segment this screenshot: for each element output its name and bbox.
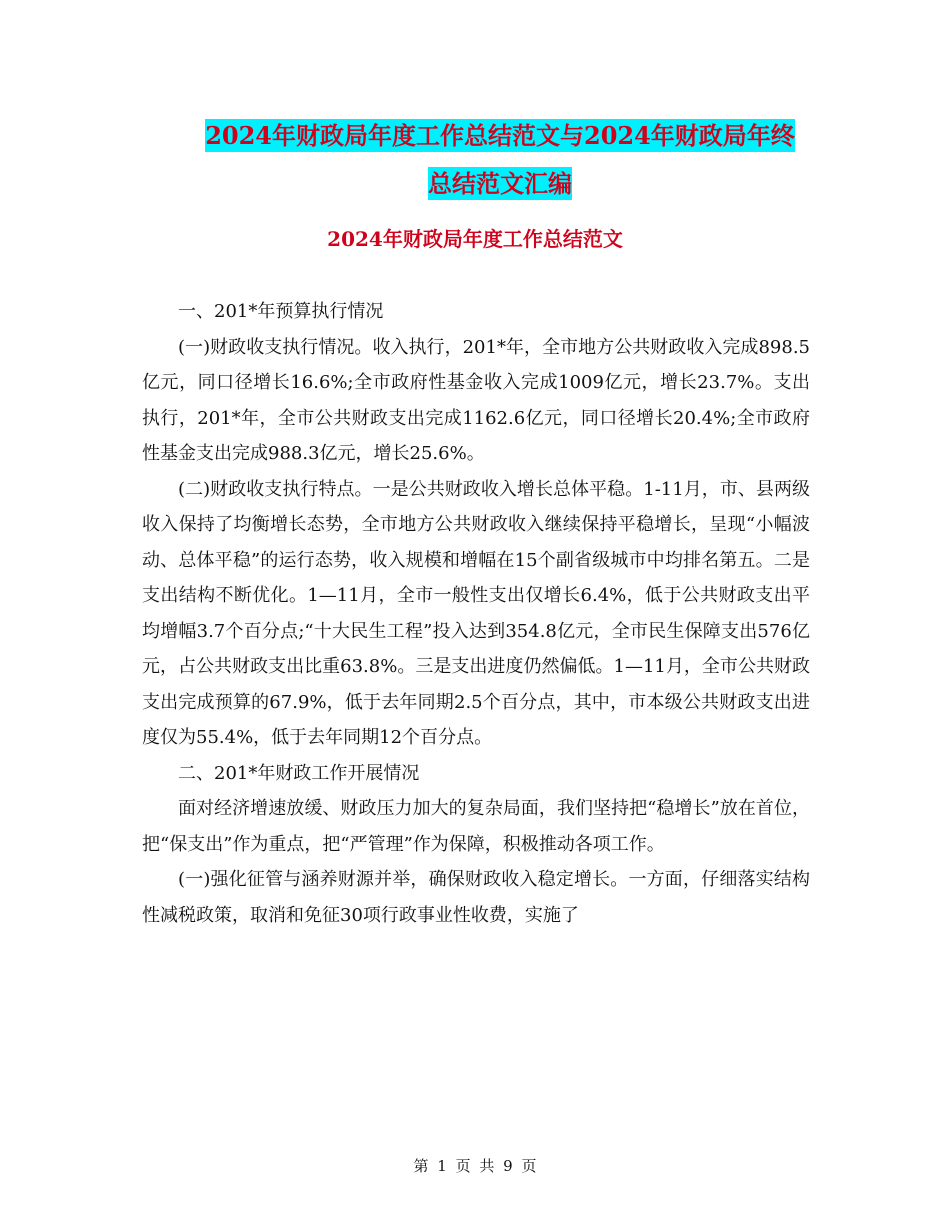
paragraph-overview: 面对经济增速放缓、财政压力加大的复杂局面，我们坚持把“稳增长”放在首位，把“保支出”作为重点，把“严管理”作为保障，积极推动各项工作。 [142,798,810,855]
paragraph-execution-features: (二)财政收支执行特点。一是公共财政收入增长总体平稳。1-11月，市、县两级收入保持了均衡增长态势，全市地方公共财政收入继续保持平稳增长，呈现“小幅波动、总体平稳”的运行态势，收入规模和增幅在15个副省级城市中均排名第五。二是支出结构不断优化。1—11月，全市一般性支出仅增长6.4%，低于公共财政支出平均增幅3.7个百分点;“十大民生工程”投入达到354.8亿元，全市民生保障支出576亿元，占公共财政支出比重63.8%。三是支出进度仍然偏低。1—11月，全市公共财政支出完成预算的67.9%，低于去年同期2.5个百分点，其中，市本级公共财政支出进度仅为55.4%，低于去年同期12个百分点。 [142,478,810,748]
document-body [142,294,810,933]
paragraph-revenue-collection: (一)强化征管与涵养财源并举，确保财政收入稳定增长。一方面，仔细落实结构性减税政策，取消和免征30项行政事业性收费，实施了 [142,869,810,926]
document-title-line-1: 2024年财政局年度工作总结范文与2024年财政局年终 [205,121,795,150]
heading-work-progress: 二、201*年财政工作开展情况 [178,762,420,784]
page-footer: 第 1 页 共 9 页 [413,1157,537,1175]
document-title [110,112,890,208]
heading-budget-execution: 一、201*年预算执行情况 [178,301,384,322]
paragraph-revenue-expenditure: (一)财政收支执行情况。收入执行，201*年，全市地方公共财政收入完成898.5亿元，同口径增长16.6%;全市政府性基金收入完成1009亿元，增长23.7%。支出执行，201*年，全市公共财政支出完成1162.6亿元，同口径增长20.4%;全市政府性基金支出完成988.3亿元，增长25.6%。 [142,336,810,464]
document-title-line-2: 总结范文汇编 [428,169,572,198]
section-title: 2024年财政局年度工作总结范文 [327,227,623,251]
